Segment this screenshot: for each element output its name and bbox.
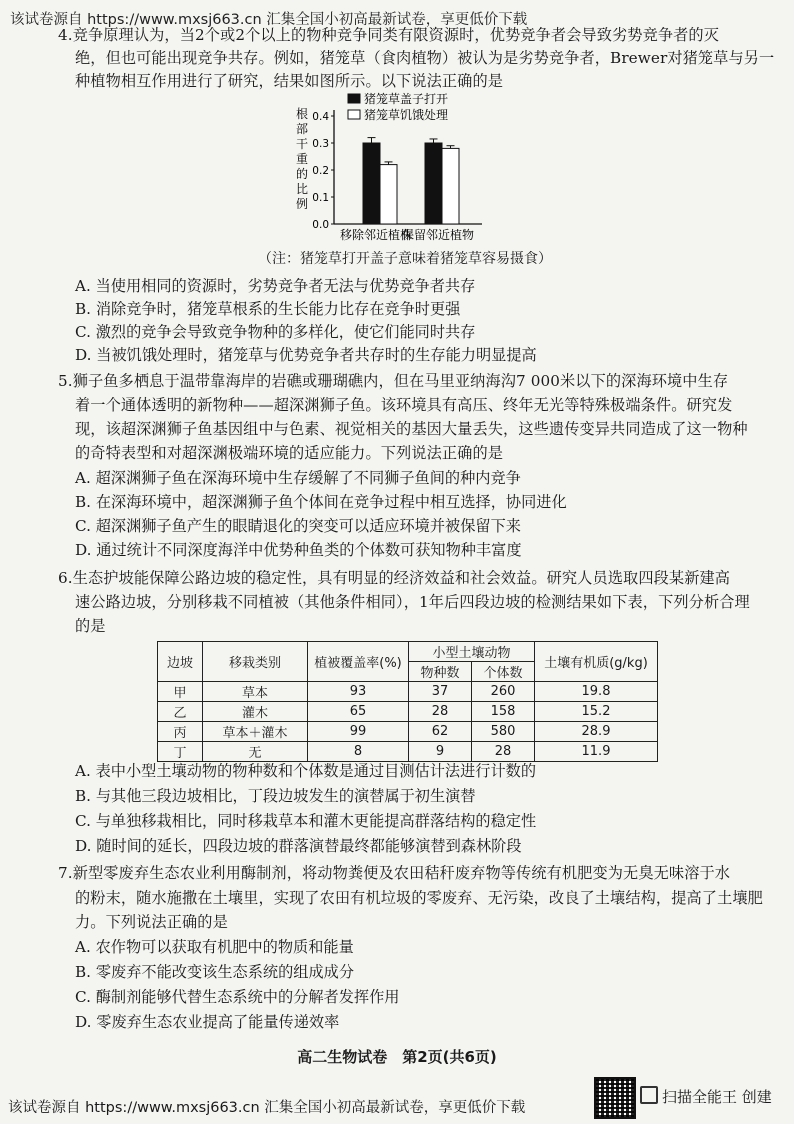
chart-y-label-char: 重 xyxy=(296,152,309,166)
chart-y-ticks xyxy=(312,111,334,231)
table-cell: 260 xyxy=(472,682,535,702)
table-cell: 灌木 xyxy=(203,702,308,722)
chart-y-label-char: 部 xyxy=(296,122,309,136)
table-header-coverage: 植被覆盖率(%) xyxy=(308,642,409,682)
table-cell: 8 xyxy=(308,742,409,762)
q4-option-a: A. 当使用相同的资源时，劣势竞争者无法与优势竞争者共存 xyxy=(75,277,476,295)
table-cell: 37 xyxy=(409,682,472,702)
chart-bar xyxy=(442,148,459,224)
q7-option-a: A. 农作物可以获取有机肥中的物质和能量 xyxy=(75,938,354,956)
chart-y-label-char: 根 xyxy=(296,107,309,121)
chart-y-tick-label: 0.0 xyxy=(312,219,329,231)
q5-option-c: C. 超深渊狮子鱼产生的眼睛退化的突变可以适应环境并被保留下来 xyxy=(75,517,521,535)
q5-line-1: 5.狮子鱼多栖息于温带靠海岸的岩礁或珊瑚礁内，但在马里亚纳海沟7 000米以下的深海环境中生存 xyxy=(58,372,729,390)
table-cell: 158 xyxy=(472,702,535,722)
chart-legend-swatch xyxy=(348,110,360,119)
table-subheader-species: 物种数 xyxy=(409,662,472,682)
chart-legend-swatch xyxy=(348,94,360,103)
table-cell: 11.9 xyxy=(535,742,658,762)
q7-option-d: D. 零废弃生态农业提高了能量传递效率 xyxy=(75,1013,340,1031)
table-cell: 甲 xyxy=(158,682,203,702)
q4-bar-chart xyxy=(292,88,532,246)
qr-code-icon xyxy=(594,1077,636,1119)
table-cell: 丁 xyxy=(158,742,203,762)
bottom-watermark: 该试卷源自 https://www.mxsj663.cn 汇集全国小初高最新试卷，享更低价下载 xyxy=(8,1100,526,1116)
table-cell: 62 xyxy=(409,722,472,742)
q7-option-b: B. 零废弃不能改变该生态系统的组成成分 xyxy=(75,963,355,981)
q6-option-c: C. 与单独移栽相比，同时移栽草本和灌木更能提高群落结构的稳定性 xyxy=(75,812,537,830)
chart-y-label-char: 比 xyxy=(296,182,309,196)
chart-y-label-char: 的 xyxy=(296,167,309,181)
scanner-credit xyxy=(640,1086,772,1107)
q4-option-d: D. 当被饥饿处理时，猪笼草与优势竞争者共存时的生存能力明显提高 xyxy=(75,346,537,364)
q5-option-d: D. 通过统计不同深度海洋中优势种鱼类的个体数可获知物种丰富度 xyxy=(75,541,522,559)
q5-line-4: 的奇特表型和对超深渊极端环境的适应能力。下列说法正确的是 xyxy=(75,444,504,462)
chart-legend-label: 猪笼草盖子打开 xyxy=(364,92,449,106)
chart-y-label-char: 例 xyxy=(296,197,309,211)
scanner-logo-icon xyxy=(640,1086,658,1104)
chart-axes xyxy=(334,110,482,224)
table-cell: 15.2 xyxy=(535,702,658,722)
q6-line-1: 6.生态护坡能保障公路边坡的稳定性，具有明显的经济效益和社会效益。研究人员选取四段某新建高 xyxy=(58,569,731,587)
chart-y-tick-label: 0.1 xyxy=(312,192,329,204)
chart-x-tick-labels xyxy=(340,227,474,242)
table-cell: 乙 xyxy=(158,702,203,722)
table-cell: 丙 xyxy=(158,722,203,742)
table-row xyxy=(158,742,658,762)
q6-option-b: B. 与其他三段边坡相比，丁段边坡发生的演替属于初生演替 xyxy=(75,787,476,805)
scanner-label: 扫描全能王 创建 xyxy=(662,1088,772,1106)
chart-bar xyxy=(363,143,380,224)
table-header-slope: 边坡 xyxy=(158,642,203,682)
table-cell: 28.9 xyxy=(535,722,658,742)
q6-option-d: D. 随时间的延长，四段边坡的群落演替最终都能够演替到森林阶段 xyxy=(75,837,522,855)
q6-line-2: 速公路边坡，分别移栽不同植被（其他条件相同），1年后四段边坡的检测结果如下表，下列分析合理 xyxy=(75,593,750,611)
q4-line-2: 绝，但也可能出现竞争共存。例如，猪笼草（食肉植物）被认为是劣势竞争者，Brewer对猪笼草与另一 xyxy=(75,49,775,67)
q6-data-table xyxy=(157,641,658,762)
q4-line-3: 种植物相互作用进行了研究，结果如图所示。以下说法正确的是 xyxy=(75,72,504,90)
q4-chart-note: （注：猪笼草打开盖子意味着猪笼草容易摄食） xyxy=(258,251,552,267)
table-row xyxy=(158,722,658,742)
table-cell: 28 xyxy=(472,742,535,762)
table-row xyxy=(158,702,658,722)
page-footer-title: 高二生物试卷 第2页(共6页) xyxy=(297,1048,497,1066)
q6-option-a: A. 表中小型土壤动物的物种数和个体数是通过目测估计法进行计数的 xyxy=(75,762,537,780)
chart-y-tick-label: 0.2 xyxy=(312,165,329,177)
q7-line-3: 力。下列说法正确的是 xyxy=(75,913,228,931)
table-cell: 9 xyxy=(409,742,472,762)
chart-y-tick-label: 0.3 xyxy=(312,138,329,150)
q5-option-a: A. 超深渊狮子鱼在深海环境中生存缓解了不同狮子鱼间的种内竞争 xyxy=(75,469,521,487)
q4-option-b: B. 消除竞争时，猪笼草根系的生长能力比存在竞争时更强 xyxy=(75,300,461,318)
q6-line-3: 的是 xyxy=(75,617,106,635)
table-row xyxy=(158,682,658,702)
q4-option-c: C. 激烈的竞争会导致竞争物种的多样化，使它们能同时共存 xyxy=(75,323,476,341)
chart-x-tick-label: 保留邻近植物 xyxy=(401,228,475,242)
chart-y-axis-label xyxy=(296,106,308,211)
q7-line-2: 的粉末，随水施撒在土壤里，实现了农田有机垃圾的零废弃、无污染，改良了土壤结构，提高了土壤肥 xyxy=(75,889,763,907)
q7-option-c: C. 酶制剂能够代替生态系统中的分解者发挥作用 xyxy=(75,988,400,1006)
chart-bar xyxy=(425,143,442,224)
table-cell: 无 xyxy=(203,742,308,762)
chart-y-tick-label: 0.4 xyxy=(312,111,329,123)
table-cell: 580 xyxy=(472,722,535,742)
table-cell: 99 xyxy=(308,722,409,742)
table-cell: 28 xyxy=(409,702,472,722)
q5-line-3: 现，该超深渊狮子鱼基因组中与色素、视觉相关的基因大量丢失，这些遗传变异共同造成了这一物种 xyxy=(75,420,748,438)
chart-x-tick-label: 移除邻近植株 xyxy=(339,228,413,242)
table-cell: 65 xyxy=(308,702,409,722)
table-subheader-individuals: 个体数 xyxy=(472,662,535,682)
table-cell: 19.8 xyxy=(535,682,658,702)
table-cell: 93 xyxy=(308,682,409,702)
table-header-soil-animals: 小型土壤动物 xyxy=(409,642,535,662)
table-cell: 草本 xyxy=(203,682,308,702)
chart-legend xyxy=(348,91,448,122)
chart-y-label-char: 干 xyxy=(296,137,309,151)
q7-line-1: 7.新型零废弃生态农业利用酶制剂，将动物粪便及农田秸秆废弃物等传统有机肥变为无臭无味溶于水 xyxy=(58,864,731,882)
q5-option-b: B. 在深海环境中，超深渊狮子鱼个体间在竞争过程中相互选择，协同进化 xyxy=(75,493,567,511)
q4-line-1: 4.竞争原理认为，当2个或2个以上的物种竞争同类有限资源时，优势竞争者会导致劣势竞争者的灭 xyxy=(58,26,720,44)
chart-bar xyxy=(380,165,397,224)
top-watermark: 该试卷源自 https://www.mxsj663.cn 汇集全国小初高最新试卷，享更低价下载 xyxy=(10,12,528,28)
q5-line-2: 着一个通体透明的新物种——超深渊狮子鱼。该环境具有高压、终年无光等特殊极端条件。研究发 xyxy=(75,396,733,414)
table-cell: 草本＋灌木 xyxy=(203,722,308,742)
table-header-type: 移栽类别 xyxy=(203,642,308,682)
chart-bars xyxy=(363,138,459,224)
chart-legend-label: 猪笼草饥饿处理 xyxy=(364,108,449,122)
table-header-organic-matter: 土壤有机质(g/kg) xyxy=(535,642,658,682)
